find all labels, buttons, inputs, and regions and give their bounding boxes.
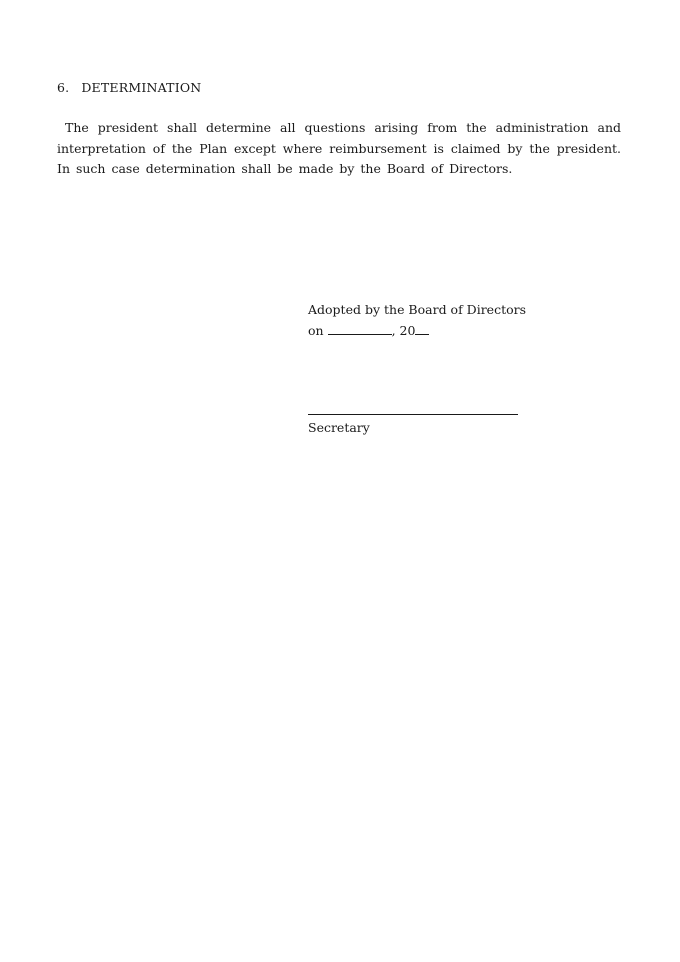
adoption-line-1: Adopted by the Board of Directors (308, 302, 527, 317)
signature-label: Secretary (308, 420, 370, 435)
signature-line (308, 414, 518, 415)
adoption-block (308, 300, 526, 341)
section-title: DETERMINATION (81, 80, 202, 95)
section-number: 6. (57, 80, 70, 95)
date-blank (328, 322, 392, 335)
determination-paragraph: The president shall determine all questions arising from the administration and interpretation of the Plan except where reimbursement is claimed by the president. In such case determination shall be made by the Board of Directors. (57, 120, 621, 176)
section-heading (57, 80, 201, 95)
adoption-year-prefix: , 20 (391, 322, 416, 338)
adoption-on-label: on (308, 322, 324, 338)
year-blank (415, 322, 429, 335)
adoption-line-2 (308, 321, 526, 342)
